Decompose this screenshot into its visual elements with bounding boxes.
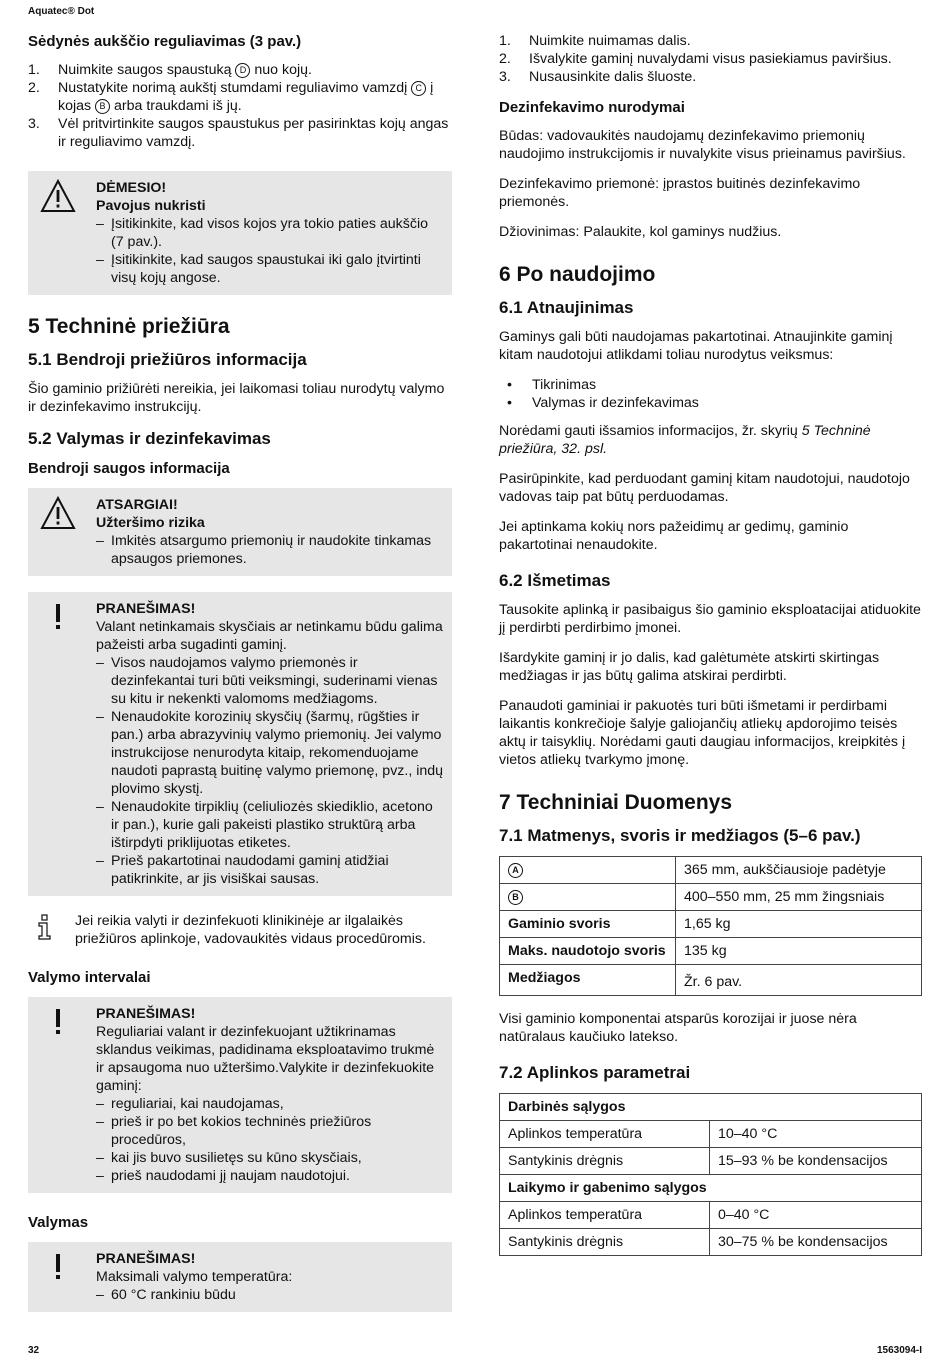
table-row: Darbinės sąlygos — [500, 1094, 922, 1121]
table-row: A 365 mm, aukščiausioje padėtyje — [500, 857, 922, 884]
label-a-circle: A — [508, 863, 523, 878]
left-column — [28, 32, 452, 1328]
table-row: Aplinkos temperatūra 10–40 °C — [500, 1121, 922, 1148]
section-heading-cleaning: 5.2 Valymas ir dezinfekavimas — [28, 429, 271, 448]
seat-height-heading: Sėdynės aukščio reguliavimas (3 pav.) — [28, 33, 302, 50]
list-item: 3. Nusausinkite dalis šluoste. — [499, 69, 697, 85]
warning-triangle-icon — [40, 179, 76, 213]
table-row: Santykinis drėgnis 15–93 % be kondensacijos — [500, 1148, 922, 1175]
note-subtitle: Užteršimo rizika — [96, 515, 205, 531]
paragraph: Išardykite gaminį ir jo dalis, kad galėtumėte atskirti skirtingas medžiagas ir jas būtų galima atskirai perdirbti. — [499, 650, 880, 684]
document-code: 1563094-I — [876, 1345, 922, 1356]
exclamation-icon — [40, 1250, 76, 1284]
table-row: Aplinkos temperatūra 0–40 °C — [500, 1202, 922, 1229]
table-row: Gaminio svoris 1,65 kg — [500, 911, 922, 938]
paragraph: Dezinfekavimo priemonė: įprastos buitinės dezinfekavimo priemonės. — [499, 176, 861, 210]
table-row: Laikymo ir gabenimo sąlygos — [500, 1175, 922, 1202]
paragraph: Būdas: vadovaukitės naudojamų dezinfekavimo priemonių naudojimo instrukcijomis ir nuvalykite visus prieinamus paviršius. — [499, 128, 906, 162]
section-heading-maintenance: 5 Techninė priežiūra — [28, 315, 230, 338]
paragraph: Jei aptinkama kokių nors pažeidimų ar gedimų, gaminio pakartotinai nenaudokite. — [499, 519, 849, 553]
seat-steps-list — [28, 61, 452, 151]
list-item: • Tikrinimas — [507, 377, 597, 393]
right-column — [499, 32, 922, 1270]
note-item: – Nenaudokite tirpiklių (celiuliozės skiediklio, acetono ir pan.), kurie gali pakeisti plastiko struktūrą arba ištirpdyti priklijuotas etiketes. — [96, 799, 433, 851]
label-d-circle: D — [235, 63, 250, 78]
info-icon — [36, 914, 54, 940]
info-text: Jei reikia valyti ir dezinfekuoti klinikinėje ar ilgalaikės priežiūros aplinkoje, vadovaukitės vidaus procedūromis. — [75, 913, 426, 947]
exclamation-icon — [40, 1005, 76, 1039]
danger-note — [28, 171, 452, 295]
note-item: – Visos naudojamos valymo priemonės ir dezinfekantai turi būti veiksmingi, suderinami vienas su kitu ir nekenkti valomoms medžiagoms. — [96, 655, 438, 707]
caution-note — [28, 488, 452, 576]
refurb-list — [499, 376, 922, 412]
note-item: – reguliariai, kai naudojamas, — [96, 1096, 284, 1112]
notice-note-temperature — [28, 1242, 452, 1312]
subheading-disinfection: Dezinfekavimo nurodymai — [499, 99, 685, 116]
paragraph: Šio gaminio prižiūrėti nereikia, jei laikomasi toliau nurodytų valymo ir dezinfekavimo instrukcijų. — [28, 381, 445, 415]
running-header: Aquatec® Dot — [28, 6, 95, 17]
cleaning-steps-list — [499, 32, 922, 86]
dimensions-table — [499, 856, 922, 996]
label-b-circle: B — [508, 890, 523, 905]
table-row: Maks. naudotojo svoris 135 kg — [500, 938, 922, 965]
paragraph: Džiovinimas: Palaukite, kol gaminys nudžius. — [499, 224, 782, 240]
list-item: 2. Išvalykite gaminį nuvalydami visus pasiekiamus paviršius. — [499, 51, 892, 67]
paragraph: Pasirūpinkite, kad perduodant gaminį kitam naudotojui, naudotojo vadovas taip pat būtų perduodamas. — [499, 471, 910, 505]
section-heading-technical-data: 7 Techniniai Duomenys — [499, 791, 732, 814]
subheading-safety: Bendroji saugos informacija — [28, 460, 230, 477]
info-note — [28, 912, 452, 948]
note-title: DĖMESIO! — [96, 180, 167, 196]
section-heading-refurbishing: 6.1 Atnaujinimas — [499, 298, 634, 317]
note-item: – Įsitikinkite, kad saugos spaustukai iki galo įtvirtinti visų kojų angose. — [96, 252, 421, 286]
paragraph: Panaudoti gaminiai ir pakuotės turi būti išmetami ir perdirbami laikantis konkrečioje šalyje galiojančių atliekų apdorojimo teisės aktų ir taisyklių. Norėdami gauti daugiau informacijos, kreipkitės į vietos atliekų tvarkymo įmonę. — [499, 698, 906, 768]
note-title: PRANEŠIMAS! — [96, 601, 196, 617]
note-title: PRANEŠIMAS! — [96, 1006, 196, 1022]
note-subtitle: Pavojus nukristi — [96, 198, 206, 214]
section-heading-after-use: 6 Po naudojimo — [499, 263, 656, 286]
table-row: Santykinis drėgnis 30–75 % be kondensacijos — [500, 1229, 922, 1256]
section-heading-dimensions: 7.1 Matmenys, svoris ir medžiagos (5–6 pav.) — [499, 826, 861, 845]
list-item: 3. Vėl pritvirtinkite saugos spaustukus per pasirinktas kojų angas ir reguliavimo vamzdį. — [28, 116, 449, 150]
paragraph: Visi gaminio komponentai atsparūs korozijai ir juose nėra natūralaus kaučiuko latekso. — [499, 1011, 857, 1045]
list-item: 1. Nuimkite nuimamas dalis. — [499, 33, 691, 49]
note-title: PRANEŠIMAS! — [96, 1251, 196, 1267]
note-item: – Nenaudokite korozinių skysčių (šarmų, rūgšties ir pan.) arba abrazyvinių valymo priemonių. Jei valymo instrukcijose nenurodyta kitaip, rekomenduojame naudoti paprastą buitinę valymo priemonę, pvz., indų plovimo skystį. — [96, 709, 444, 797]
section-heading-general: 5.1 Bendroji priežiūros informacija — [28, 350, 307, 369]
note-item: – prieš naudodami jį naujam naudotojui. — [96, 1168, 350, 1184]
note-item: – Įsitikinkite, kad visos kojos yra tokio paties aukščio (7 pav.). — [96, 216, 428, 250]
note-title: ATSARGIAI! — [96, 497, 178, 513]
list-item: • Valymas ir dezinfekavimas — [507, 395, 699, 411]
label-b-circle: B — [95, 99, 110, 114]
label-c-circle: C — [411, 81, 426, 96]
environment-table — [499, 1093, 922, 1256]
list-item: 1. Nuimkite saugos spaustuką D nuo kojų. — [28, 62, 312, 78]
note-item: – Imkitės atsargumo priemonių ir naudokite tinkamas apsaugos priemones. — [96, 533, 432, 567]
note-item: – prieš ir po bet kokios techninės priežiūros procedūros, — [96, 1114, 372, 1148]
note-item: – 60 °C rankiniu būdu — [96, 1287, 236, 1303]
warning-triangle-icon — [40, 496, 76, 530]
notice-note-intervals — [28, 997, 452, 1193]
note-text: Reguliariai valant ir dezinfekuojant užtikrinamas sklandus veikimas, padidinama eksploatavimo trukmė ir apsaugoma nuo užteršimo.Valykite ir dezinfekuokite gaminį: — [96, 1024, 435, 1094]
notice-note-cleaning-agents — [28, 592, 452, 896]
paragraph: Norėdami gauti išsamios informacijos, žr. skyrių 5 Techninė priežiūra, 32. psl. — [499, 423, 871, 457]
note-item: – Prieš pakartotinai naudodami gaminį atidžiai patikrinkite, ar jis visiškai sausas. — [96, 853, 389, 887]
section-heading-environment: 7.2 Aplinkos parametrai — [499, 1063, 691, 1082]
section-heading-disposal: 6.2 Išmetimas — [499, 571, 611, 590]
page-number: 32 — [28, 1345, 40, 1356]
note-text: Maksimali valymo temperatūra: — [96, 1269, 293, 1285]
exclamation-icon — [40, 600, 76, 634]
table-row: B 400–550 mm, 25 mm žingsniais — [500, 884, 922, 911]
subheading-intervals: Valymo intervalai — [28, 969, 151, 986]
list-item: 2. Nustatykite norimą aukštį stumdami reguliavimo vamzdį C į kojas B arba traukdami iš jų. — [28, 80, 434, 114]
table-row: Medžiagos Žr. 6 pav. — [500, 965, 922, 996]
subheading-cleaning: Valymas — [28, 1214, 89, 1231]
chapter-reference: 5 Techninė priežiūra, 32. psl. — [499, 423, 871, 457]
note-text: Valant netinkamais skysčiais ar netinkamu būdu galima pažeisti arba sugadinti gaminį. — [96, 619, 443, 653]
paragraph: Gaminys gali būti naudojamas pakartotinai. Atnaujinkite gaminį kitam naudotojui atlikdami toliau nurodytus veiksmus: — [499, 329, 893, 363]
paragraph: Tausokite aplinką ir pasibaigus šio gaminio eksploatacijai atiduokite jį perdirbti perdirbimo įmonei. — [499, 602, 921, 636]
note-item: – kai jis buvo susilietęs su kūno skysčiais, — [96, 1150, 362, 1166]
